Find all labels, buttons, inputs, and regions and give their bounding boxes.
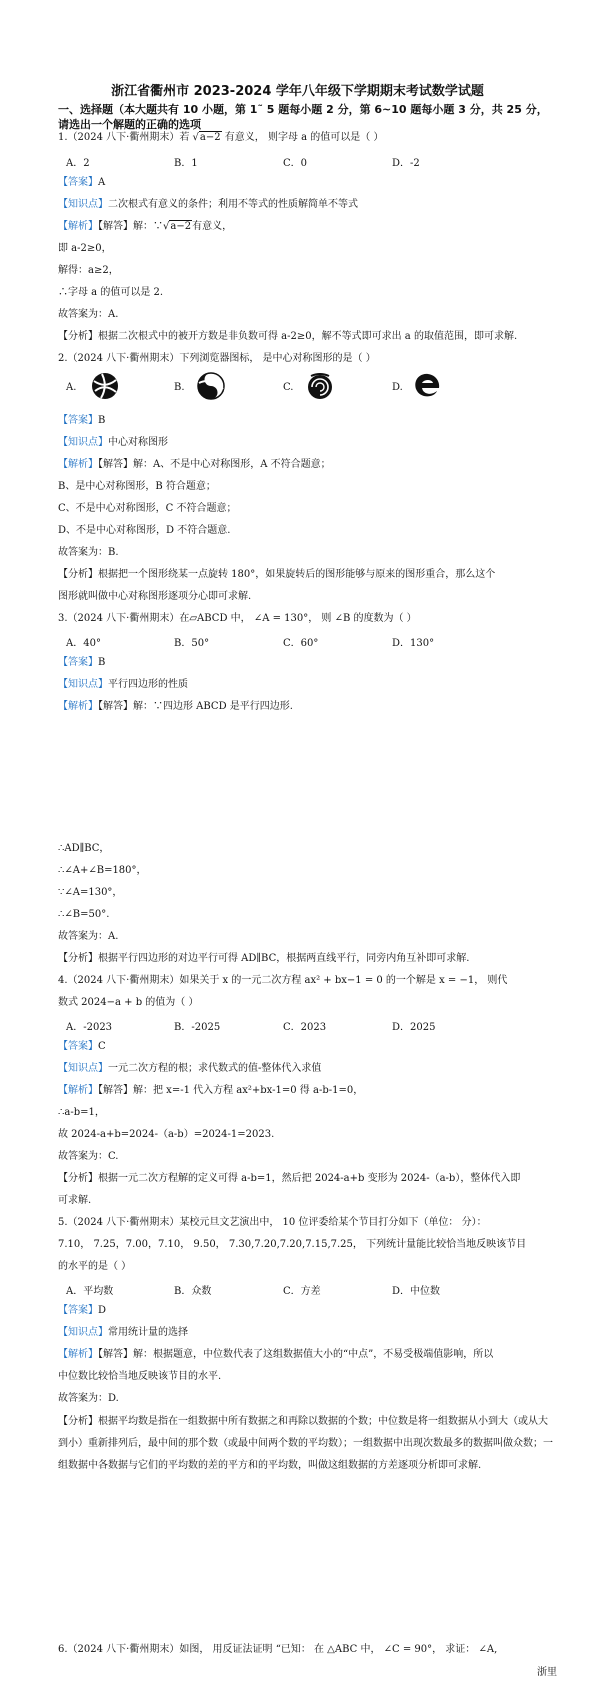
answer-tag: 【答案】 bbox=[58, 657, 98, 668]
q2-sol-text: 解：A、不是中心对称图形，A 不符合题意； bbox=[133, 459, 331, 470]
q3-sol-line: ∵∠A=130°， bbox=[58, 887, 123, 898]
q1-option-a: A．2 bbox=[66, 158, 90, 169]
solution-tag: 【解答】 bbox=[98, 221, 133, 232]
q2-answer bbox=[58, 414, 558, 428]
yin-yang-icon bbox=[196, 371, 226, 401]
q1-sol-line: 解得：a≥2， bbox=[58, 265, 119, 276]
q2-solution bbox=[58, 458, 558, 472]
q5-fenxi-text: 根据平均数是指在一组数据中所有数据之和再除以数据的个数；中位数是将一组数据从小到大（或从大到小）重新排列后，最中间的那个数（或最中间两个数的平均数）；一组数据中出现次数最多的数据叫做众数；一组数据中各数据与它们的平均数的差的平方和的平均数，叫做这组数据的方差逐项分析即可求解. bbox=[58, 1416, 553, 1471]
sqrt-sign-icon: √ bbox=[163, 221, 170, 232]
sqrt-sign-icon: √ bbox=[192, 132, 199, 143]
q1-option-d: D．-2 bbox=[392, 158, 420, 169]
q3-stem: 3.（2024 八下·衢州期末）在▱ABCD 中， ∠A = 130°， 则 ∠B 的度数为（ ） bbox=[58, 613, 417, 624]
q1-option-c: C．0 bbox=[283, 158, 308, 169]
q2-stem: 2.（2024 八下·衢州期末）下列浏览器图标， 是中心对称图形的是（ ） bbox=[58, 353, 376, 364]
q3-answer-value: B bbox=[98, 657, 106, 668]
q3-sol-line: ∴∠B=50°. bbox=[58, 909, 110, 920]
section-heading: 一、选择题（本大题共有 10 小题，第 1˜ 5 题每小题 2 分，第 6~10 题每小题 3 分，共 25 分，请选出一个解题的正确的选项 bbox=[58, 103, 548, 131]
q2-option-b: B. bbox=[174, 382, 185, 393]
q3-option-a: A．40° bbox=[66, 638, 101, 649]
knowledge-tag: 【知识点】 bbox=[58, 437, 108, 448]
q2-answer-value: B bbox=[98, 415, 106, 426]
fenxi-tag: 【分析】 bbox=[58, 1416, 98, 1427]
q4-sol-line: ∴a-b=1， bbox=[58, 1107, 105, 1118]
q5-knowledge-text: 常用统计量的选择 bbox=[108, 1327, 188, 1338]
browser-e-icon bbox=[412, 371, 442, 401]
q4-solution bbox=[58, 1084, 558, 1098]
q1-stem-a: 1.（2024 八下·衢州期末）若 bbox=[58, 132, 193, 143]
q3-option-c: C．60° bbox=[283, 638, 319, 649]
q5-stem-cont: 7.10， 7.25，7.00，7.10， 9.50， 7.30,7.20,7.20,7.15,7.25， 下列统计量能比较恰当地反映该节目 bbox=[58, 1239, 527, 1250]
q4-answer-value: C bbox=[98, 1041, 106, 1052]
fenxi-tag: 【分析】 bbox=[58, 569, 98, 580]
q4-stem-cont: 数式 2024−a + b 的值为（ ） bbox=[58, 997, 199, 1008]
answer-tag: 【答案】 bbox=[58, 1041, 98, 1052]
q5-stem: 5.（2024 八下·衢州期末）某校元旦文艺演出中， 10 位评委给某个节目打分如下（单位： 分）： bbox=[58, 1217, 487, 1228]
globe-icon bbox=[90, 371, 120, 401]
q3-knowledge bbox=[58, 678, 558, 692]
q1-knowledge-text: 二次根式有意义的条件；利用不等式的性质解简单不等式 bbox=[108, 199, 358, 210]
q3-knowledge-text: 平行四边形的性质 bbox=[108, 679, 188, 690]
fenxi-tag: 【分析】 bbox=[58, 1173, 98, 1184]
q3-fenxi-text: 根据平行四边形的对边平行可得 AD∥BC，根据两直线平行，同旁内角互补即可求解. bbox=[98, 953, 470, 964]
analysis-tag: 【解析】 bbox=[58, 1349, 98, 1360]
q5-option-b: B．众数 bbox=[174, 1286, 212, 1297]
q5-stem-cont: 的水平的是（ ） bbox=[58, 1261, 132, 1272]
q1-sol-a: 解：∵ bbox=[133, 221, 163, 232]
q3-option-b: B．50° bbox=[174, 638, 210, 649]
q1-solution bbox=[58, 220, 558, 234]
q1-stem-b: 有意义， 则字母 a 的值可以是（ ） bbox=[221, 132, 384, 143]
q1-answer bbox=[58, 176, 558, 190]
q4-sol-line: 故 2024-a+b=2024-（a-b）=2024-1=2023. bbox=[58, 1129, 275, 1140]
answer-tag: 【答案】 bbox=[58, 1305, 98, 1316]
q2-sol-line: C、不是中心对称图形，C 不符合题意； bbox=[58, 503, 237, 514]
q3-option-d: D．130° bbox=[392, 638, 435, 649]
answer-tag: 【答案】 bbox=[58, 177, 98, 188]
q1-sol-radicand: a−2 bbox=[170, 221, 192, 232]
q4-answer bbox=[58, 1040, 558, 1054]
q5-conclusion: 故答案为：D. bbox=[58, 1393, 119, 1404]
q2-knowledge bbox=[58, 436, 558, 450]
q1-knowledge bbox=[58, 198, 558, 212]
q5-option-c: C．方差 bbox=[283, 1286, 321, 1297]
q4-option-a: A．-2023 bbox=[66, 1022, 113, 1033]
q2-option-d: D. bbox=[392, 382, 403, 393]
swirl-icon bbox=[305, 371, 335, 401]
q5-sol-cont: 中位数比较恰当地反映该节目的水平. bbox=[58, 1371, 222, 1382]
q5-sol-text: 解：根据题意，中位数代表了这组数据值大小的“中点”，不易受极端值影响，所以 bbox=[133, 1349, 494, 1360]
q4-sol-text: 解：把 x=-1 代入方程 ax²+bx-1=0 得 a-b-1=0， bbox=[133, 1085, 364, 1096]
q6-stem: 6.（2024 八下·衢州期末）如图， 用反证法证明 “已知： 在 △ABC 中， ∠C = 90°， 求证： ∠A, bbox=[58, 1644, 498, 1655]
q4-option-c: C．2023 bbox=[283, 1022, 327, 1033]
solution-tag: 【解答】 bbox=[98, 459, 133, 470]
q2-sol-line: D、不是中心对称图形，D 不符合题意. bbox=[58, 525, 231, 536]
q5-option-a: A．平均数 bbox=[66, 1286, 114, 1297]
q2-option-a: A. bbox=[66, 382, 77, 393]
q4-fenxi-cont: 可求解. bbox=[58, 1195, 92, 1206]
solution-tag: 【解答】 bbox=[98, 1349, 133, 1360]
q5-option-d: D．中位数 bbox=[392, 1286, 441, 1297]
q2-sol-line: B、是中心对称图形，B 符合题意； bbox=[58, 481, 216, 492]
q1-sol-line: 即 a-2≥0， bbox=[58, 243, 112, 254]
q4-knowledge bbox=[58, 1062, 558, 1076]
q4-stem: 4.（2024 八下·衢州期末）如果关于 x 的一元二次方程 ax² + bx−1 = 0 的一个解是 x = −1， 则代 bbox=[58, 975, 508, 986]
q1-fenxi bbox=[58, 330, 558, 344]
q1-radicand: a−2 bbox=[199, 132, 221, 143]
solution-tag: 【解答】 bbox=[98, 1085, 133, 1096]
solution-tag: 【解答】 bbox=[98, 701, 133, 712]
q3-solution bbox=[58, 700, 558, 714]
q4-fenxi-text: 根据一元二次方程解的定义可得 a-b=1，然后把 2024-a+b 变形为 2024-（a-b），整体代入即 bbox=[98, 1173, 521, 1184]
q2-option-c: C. bbox=[283, 382, 294, 393]
q5-fenxi bbox=[58, 1411, 553, 1477]
q2-fenxi bbox=[58, 568, 558, 582]
q1-sol-line: 故答案为：A. bbox=[58, 309, 119, 320]
q4-sol-line: 故答案为：C. bbox=[58, 1151, 119, 1162]
knowledge-tag: 【知识点】 bbox=[58, 1063, 108, 1074]
fenxi-tag: 【分析】 bbox=[58, 331, 98, 342]
q2-knowledge-text: 中心对称图形 bbox=[108, 437, 168, 448]
analysis-tag: 【解析】 bbox=[58, 701, 98, 712]
q4-option-d: D．2025 bbox=[392, 1022, 436, 1033]
q2-fenxi-text: 根据把一个图形绕某一点旋转 180°，如果旋转后的图形能够与原来的图形重合，那么这个 bbox=[98, 569, 496, 580]
q2-sol-line: 故答案为：B. bbox=[58, 547, 119, 558]
knowledge-tag: 【知识点】 bbox=[58, 679, 108, 690]
q4-option-b: B．-2025 bbox=[174, 1022, 221, 1033]
knowledge-tag: 【知识点】 bbox=[58, 1327, 108, 1338]
q2-fenxi-cont: 图形就叫做中心对称图形逐项分心即可求解. bbox=[58, 591, 252, 602]
page-footer: 浙里 bbox=[537, 1667, 557, 1678]
page-title: 浙江省衢州市 2023-2024 学年八年级下学期期末考试数学试题 bbox=[111, 84, 484, 99]
q3-sol-line: ∴∠A+∠B=180°， bbox=[58, 865, 147, 876]
q1-stem bbox=[58, 131, 558, 145]
q5-knowledge bbox=[58, 1326, 558, 1340]
q1-sol-line: ∴字母 a 的值可以是 2. bbox=[58, 287, 164, 298]
analysis-tag: 【解析】 bbox=[58, 1085, 98, 1096]
q1-fenxi-text: 根据二次根式中的被开方数是非负数可得 a-2≥0，解不等式即可求出 a 的取值范围，即可求解. bbox=[98, 331, 518, 342]
answer-tag: 【答案】 bbox=[58, 415, 98, 426]
analysis-tag: 【解析】 bbox=[58, 459, 98, 470]
q1-answer-value: A bbox=[98, 177, 106, 188]
q3-sol-line: 故答案为：A. bbox=[58, 931, 119, 942]
q5-answer-value: D bbox=[98, 1305, 107, 1316]
analysis-tag: 【解析】 bbox=[58, 221, 98, 232]
q3-sol-line: ∴AD∥BC， bbox=[58, 843, 110, 854]
q1-option-b: B．1 bbox=[174, 158, 198, 169]
fenxi-tag: 【分析】 bbox=[58, 953, 98, 964]
knowledge-tag: 【知识点】 bbox=[58, 199, 108, 210]
q3-answer bbox=[58, 656, 558, 670]
q4-knowledge-text: 一元二次方程的根；求代数式的值-整体代入求值 bbox=[108, 1063, 322, 1074]
q3-sol-text: 解：∵四边形 ABCD 是平行四边形. bbox=[133, 701, 293, 712]
q4-fenxi bbox=[58, 1172, 558, 1186]
q5-solution bbox=[58, 1348, 558, 1362]
q1-sol-b: 有意义， bbox=[192, 221, 233, 232]
q5-answer bbox=[58, 1304, 558, 1318]
q3-fenxi bbox=[58, 952, 558, 966]
